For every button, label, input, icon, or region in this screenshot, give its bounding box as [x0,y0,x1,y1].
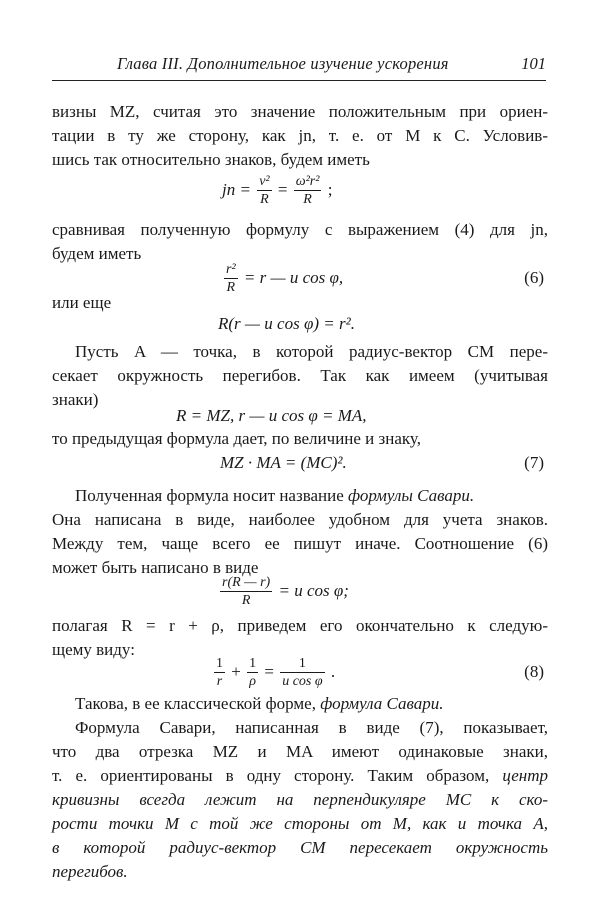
fraction-denominator: R [224,278,238,296]
text-line-6: или еще [52,293,112,312]
text-line-14: может быть написано в виде [52,558,259,577]
fraction-1-over-r [214,656,225,690]
text-line-18: Формула Савари, написанная в виде (7), показывает, [75,718,548,737]
running-header [52,54,546,78]
equals-sign: = [264,662,274,681]
equation-number-8: (8) [524,662,544,681]
text-line-11-emphasis: формулы Савари. [348,486,475,505]
semicolon: ; [327,180,333,199]
equation-r-r [218,571,349,611]
fraction-numerator: 1 [298,656,306,672]
equation-jn-lhs: jn = [222,180,251,199]
text-line-4: сравнивая полученную формулу с выражением (4) для jn, [52,220,548,239]
fraction-numerator: ω²r² [295,174,320,190]
equals-sign: = [277,180,288,199]
equation-r-r-rhs: = u cos φ; [278,581,349,600]
text-line-24: перегибов. [52,862,128,881]
text-line-5: будем иметь [52,244,142,263]
text-line-11-lead: Полученная формула носит название [75,486,349,505]
text-line-17-emphasis: формула Савари. [320,694,444,713]
text-line-9: знаки) [52,390,99,409]
text-line-1: визны MZ, считая это значение положительным при ориен- [52,102,548,121]
page-number: 101 [521,54,546,73]
equation-number-6: (6) [524,268,544,287]
fraction-omega2r2-over-r [294,174,322,208]
text-line-11 [75,484,548,508]
text-line-17 [75,692,548,716]
text-line-21: кривизны всегда лежит на перпендикуляре MC к ско- [52,790,548,809]
text-line-23: в которой радиус-вектор CM пересекает окружность [52,838,548,857]
fraction-1-over-ucos [280,656,324,690]
text-line-8: секает окружность перегибов. Так как имеем (учитывая [52,366,548,385]
text-line-7: Пусть A — точка, в которой радиус-вектор CM пере- [75,342,548,361]
text-line-13: Между тем, чаще всего ее пишут иначе. Соотношение (6) [52,534,548,553]
text-line-20 [52,764,548,788]
fraction-numerator: 1 [249,656,257,672]
period: . [330,662,336,681]
fraction-denominator: ρ [247,672,258,690]
fraction-denominator: R [220,591,272,609]
fraction-denominator: R [257,190,271,208]
fraction-denominator: R [294,190,322,208]
text-line-17-lead: Такова, в ее классической форме, [75,694,321,713]
text-line-15: полагая R = r + ρ, приведем его окончательно к следую- [52,616,548,635]
fraction-denominator: r [214,672,225,690]
text-line-20-lead: т. е. ориентированы в одну сторону. Таким образом, [52,766,503,785]
equation-r: R(r — u cos φ) = r². [218,314,355,333]
fraction-denominator: u cos φ [282,674,323,690]
fraction-numerator: 1 [216,656,223,672]
equation-number-7: (7) [524,453,544,472]
fraction-numerator: r² [226,262,236,278]
fraction-numerator: r(R — r) [222,575,271,591]
equation-r-mz: R = MZ, r — u cos φ = MA, [176,406,367,425]
equation-6-rhs: = r — u cos φ, [243,268,344,287]
text-line-2: тации в ту же сторону, как jn, т. е. от M к C. Условив- [52,126,548,145]
text-line-22: рости точки M с той же стороны от M, как и точка A, [52,814,548,833]
fraction-r-r-over-r [220,575,272,609]
plus-sign: + [231,662,241,681]
text-line-3: шись так относительно знаков, будем иметь [52,150,370,169]
text-line-12: Она написана в виде, наиболее удобном для учета знаков. [52,510,548,529]
equation-7: MZ · MA = (MC)². [220,453,347,472]
text-line-16: щему виду: [52,640,135,659]
chapter-title: Глава III. Дополнительное изучение ускорения [117,54,449,73]
fraction-numerator: v² [259,174,270,190]
fraction-1-over-rho [247,656,258,690]
header-rule [52,80,546,81]
equation-jn [222,170,332,210]
text-line-20-emphasis: центр [502,766,548,785]
equation-8 [212,652,335,692]
fraction-v2-over-r [257,174,271,208]
text-line-10: то предыдущая формула дает, по величине и знаку, [52,429,421,448]
text-line-19: что два отрезка MZ и MA имеют одинаковые знаки, [52,742,548,761]
